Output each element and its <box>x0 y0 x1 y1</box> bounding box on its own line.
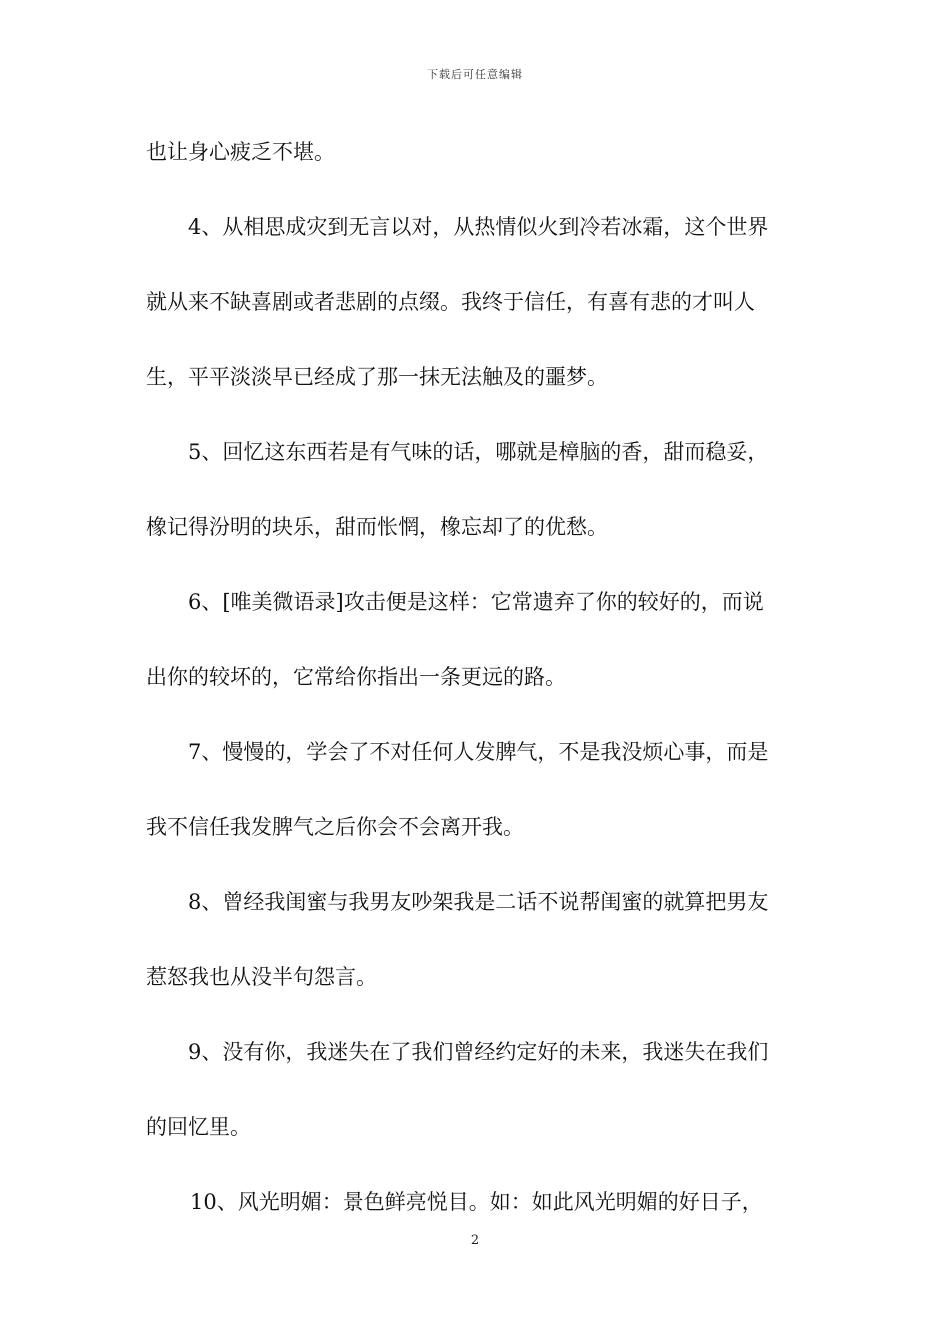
body-line: 我不信任我发脾气之后你会不会离开我。 <box>146 815 524 839</box>
body-line: 惹怒我也从没半句怨言。 <box>146 965 377 989</box>
body-line: 8、曾经我闺蜜与我男友吵架我是二话不说帮闺蜜的就算把男友 <box>188 890 769 914</box>
body-line: 6、[唯美微语录]攻击便是这样：它常遗弃了你的较好的，而说 <box>188 590 764 614</box>
body-line: 7、慢慢的，学会了不对任何人发脾气，不是我没烦心事，而是 <box>188 740 769 764</box>
body-line: 10、风光明媚：景色鲜亮悦目。如：如此风光明媚的好日子， <box>190 1190 763 1214</box>
body-line: 9、没有你，我迷失在了我们曾经约定好的未来，我迷失在我们 <box>188 1040 769 1064</box>
body-line: 橡记得汾明的块乐，甜而怅惘，橡忘却了的优愁。 <box>146 515 608 539</box>
body-line: 的回忆里。 <box>146 1115 251 1139</box>
body-line: 4、从相思成灾到无言以对，从热情似火到冷若冰霜，这个世界 <box>188 215 769 239</box>
header-note: 下载后可任意编辑 <box>427 68 523 81</box>
body-line: 生，平平淡淡早已经成了那一抹无法触及的噩梦。 <box>146 365 608 389</box>
body-line: 就从来不缺喜剧或者悲剧的点缀。我终于信任，有喜有悲的才叫人 <box>146 290 755 314</box>
body-line: 也让身心疲乏不堪。 <box>146 140 335 164</box>
body-line: 出你的较坏的，它常给你指出一条更远的路。 <box>146 665 566 689</box>
page-number: 2 <box>470 1233 480 1248</box>
body-line: 5、回忆这东西若是有气味的话，哪就是樟脑的香，甜而稳妥， <box>188 440 769 464</box>
